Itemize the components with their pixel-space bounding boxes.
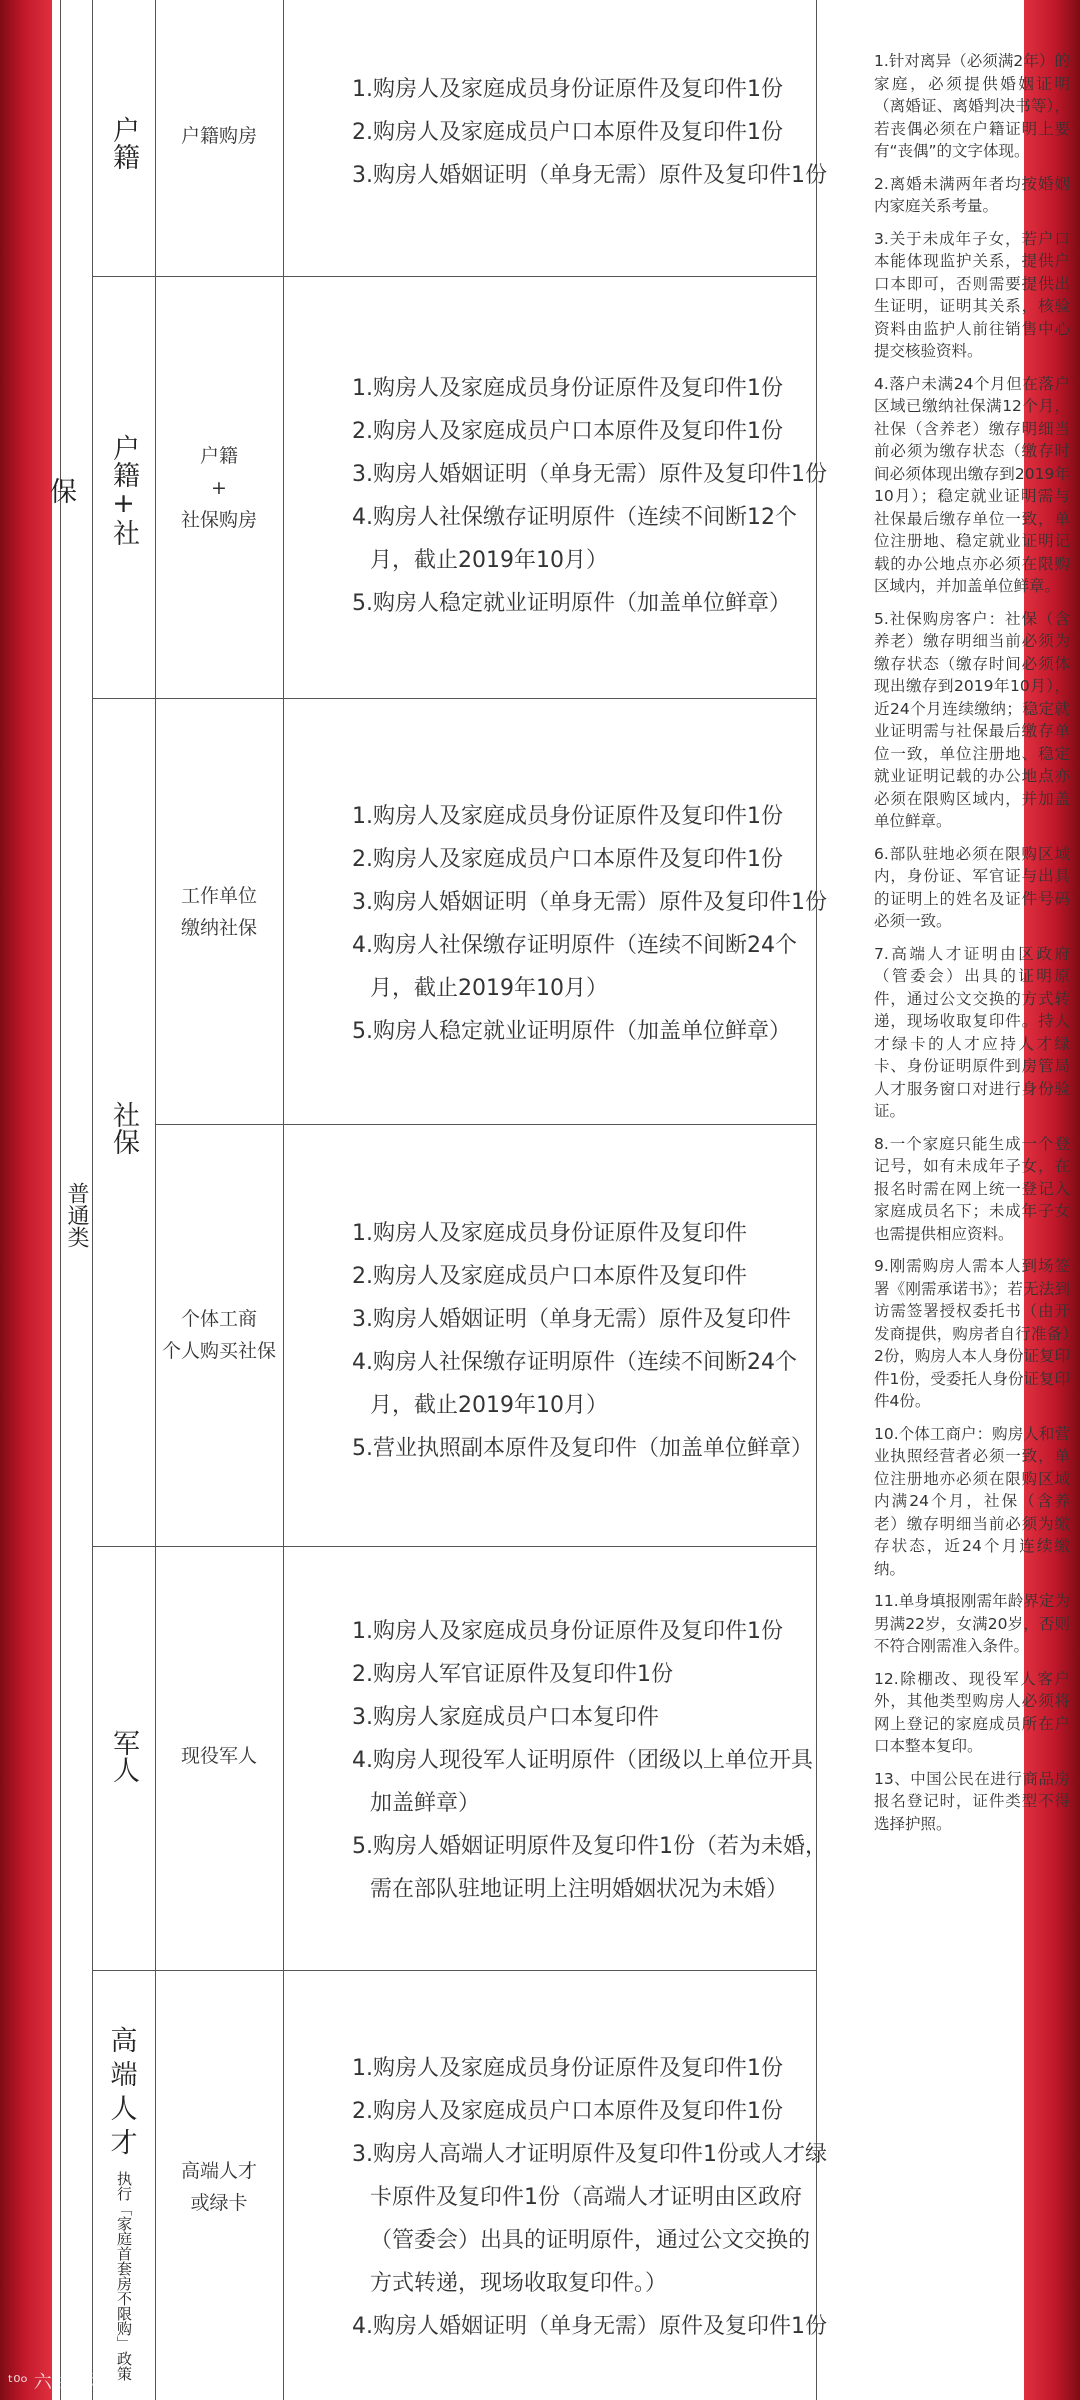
note-item: 5.社保购房客户：社保（含养老）缴存明细当前必须为缴存状态（缴存时间必须体现出缴存到2019年10月），近24个月连续缴纳；稳定就业证明需与社保最后缴存单位一致，单位注册地、稳定就业证明记载的办公地点亦必须在限购区域内，并加盖单位鲜章。 bbox=[874, 609, 1070, 830]
grid-line bbox=[155, 1124, 816, 1125]
requirement-item-continued: 方式转递，现场收取复印件。） bbox=[370, 2271, 668, 2296]
requirement-item-continued: 月，截止2019年10月） bbox=[370, 548, 608, 573]
requirement-item: 1.购房人及家庭成员身份证原件及复印件1份 bbox=[352, 804, 783, 829]
requirement-item: 5.营业执照副本原件及复印件（加盖单位鲜章） bbox=[352, 1436, 813, 1461]
requirement-item: 2.购房人及家庭成员户口本原件及复印件1份 bbox=[352, 419, 783, 444]
requirement-item: 1.购房人及家庭成员身份证原件及复印件1份 bbox=[352, 1619, 783, 1644]
requirement-item: 4.购房人现役军人证明原件（团级以上单位开具 bbox=[352, 1748, 813, 1773]
grid-line bbox=[155, 0, 156, 2400]
requirement-item-continued: 卡原件及复印件1份（高端人才证明由区政府 bbox=[370, 2185, 802, 2210]
requirement-item: 3.购房人婚姻证明（单身无需）原件及复印件1份 bbox=[352, 890, 827, 915]
note-item: 1.针对离异（必须满2年）的家庭，必须提供婚姻证明（离婚证、离婚判决书等），若丧偶必须在户籍证明上要有“丧偶”的文字体现。 bbox=[874, 52, 1070, 160]
note-item: 9.刚需购房人需本人到场签署《刚需承诺书》；若无法到访需签署授权委托书（由开发商提供，购房者自行准备）2份，购房人本人身份证复印件1份，受委托人身份证复印件4份。 bbox=[874, 1257, 1070, 1410]
requirement-item: 1.购房人及家庭成员身份证原件及复印件1份 bbox=[352, 77, 783, 102]
requirement-item: 3.购房人婚姻证明（单身无需）原件及复印件 bbox=[352, 1307, 791, 1332]
requirement-list bbox=[352, 1610, 852, 1911]
note-item: 6.部队驻地必须在限购区域内，身份证、军官证与出具的证明上的姓名及证件号码必须一致。 bbox=[874, 844, 1070, 930]
requirement-item: 2.购房人军官证原件及复印件1份 bbox=[352, 1662, 673, 1687]
requirement-list bbox=[352, 367, 852, 625]
requirement-item: 1.购房人及家庭成员身份证原件及复印件 bbox=[352, 1221, 747, 1246]
requirement-item: 3.购房人家庭成员户口本复印件 bbox=[352, 1705, 659, 1730]
requirement-item: 2.购房人及家庭成员户口本原件及复印件1份 bbox=[352, 120, 783, 145]
subcategory-work-unit: 工作单位 缴纳社保 bbox=[180, 885, 257, 939]
grid-line bbox=[283, 0, 284, 2400]
requirement-item: 3.购房人婚姻证明（单身无需）原件及复印件1份 bbox=[352, 462, 827, 487]
watermark: ᵗ⁰ᵒ 六曲路网 bbox=[8, 2372, 106, 2393]
requirement-item-continued: 月，截止2019年10月） bbox=[370, 976, 608, 1001]
requirement-item: 4.购房人社保缴存证明原件（连续不间断12个 bbox=[352, 505, 797, 530]
requirement-list bbox=[352, 795, 852, 1053]
grid-line bbox=[92, 1970, 816, 1971]
note-item: 11.单身填报刚需年龄界定为男满22岁，女满20岁，否则不符合刚需准入条件。 bbox=[874, 1592, 1070, 1655]
requirement-item: 1.购房人及家庭成员身份证原件及复印件1份 bbox=[352, 376, 783, 401]
requirement-list bbox=[352, 2047, 852, 2348]
requirement-item: 4.购房人社保缴存证明原件（连续不间断24个 bbox=[352, 933, 797, 958]
requirement-item: 5.购房人稳定就业证明原件（加盖单位鲜章） bbox=[352, 591, 791, 616]
requirement-item: 3.购房人高端人才证明原件及复印件1份或人才绿 bbox=[352, 2142, 827, 2167]
grid-line bbox=[816, 0, 817, 2400]
requirements-table bbox=[45, 0, 1070, 2400]
category-label-shebao: 社保 bbox=[108, 1100, 139, 1155]
requirement-item: 1.购房人及家庭成员身份证原件及复印件1份 bbox=[352, 2056, 783, 2081]
note-item: 4.落户未满24个月但在落户区域已缴纳社保满12个月，社保（含养老）缴存明细当前必须为缴存状态（缴存时间必须体现出缴存到2019年10月）；稳定就业证明需与社保最后缴存单位一致，单位注册地、稳定就业证明记载的办公地点亦必须在限购区域内，并加盖单位鲜章。 bbox=[874, 374, 1070, 595]
requirement-list bbox=[352, 1212, 852, 1470]
note-item: 10.个体工商户：购房人和营业执照经营者必须一致，单位注册地亦必须在限购区域内满24个月，社保（含养老）缴存明细当前必须为缴存状态，近24个月连续缴纳。 bbox=[874, 1424, 1070, 1578]
requirement-item: 2.购房人及家庭成员户口本原件及复印件1份 bbox=[352, 2099, 783, 2124]
note-item: 8.一个家庭只能生成一个登记号，如有未成年子女，在报名时需在网上统一登记入家庭成员名下；未成年子女也需提供相应资料。 bbox=[874, 1134, 1070, 1243]
left-red-border bbox=[0, 0, 52, 2400]
requirement-list bbox=[352, 68, 852, 197]
requirement-item: 2.购房人及家庭成员户口本原件及复印件 bbox=[352, 1264, 747, 1289]
grid-line bbox=[92, 276, 816, 277]
note-item: 2.离婚未满两年者均按婚姻内家庭关系考量。 bbox=[874, 174, 1070, 215]
note-item: 13、中国公民在进行商品房报名登记时，证件类型不得选择护照。 bbox=[874, 1769, 1070, 1833]
requirement-item: 5.购房人婚姻证明原件及复印件1份（若为未婚， bbox=[352, 1834, 827, 1859]
subcategory-hukou: 户籍购房 bbox=[180, 125, 257, 147]
note-item: 3.关于未成年子女，若户口本能体现监护关系，提供户口本即可，否则需要提供出生证明，证明其关系，核验资料由监护人前往销售中心提交核验资料。 bbox=[874, 229, 1070, 360]
requirement-item-continued: 月，截止2019年10月） bbox=[370, 1393, 608, 1418]
grid-line bbox=[92, 0, 93, 2400]
subcategory-military: 现役军人 bbox=[180, 1745, 257, 1767]
subcategory-talent: 高端人才 或绿卡 bbox=[180, 2160, 257, 2214]
requirement-item: 2.购房人及家庭成员户口本原件及复印件1份 bbox=[352, 847, 783, 872]
subcategory-self-employed: 个体工商 个人购买社保 bbox=[161, 1308, 276, 1362]
grid-line bbox=[92, 698, 816, 699]
requirement-item: 4.购房人社保缴存证明原件（连续不间断24个 bbox=[352, 1350, 797, 1375]
category-note-talent: 执行「家庭首套房不限购」政策 bbox=[115, 2171, 133, 2381]
note-item: 12.除棚改、现役军人客户外，其他类型购房人必须将网上登记的家庭成员所在户口本整本复印。 bbox=[874, 1669, 1070, 1755]
requirement-item: 5.购房人稳定就业证明原件（加盖单位鲜章） bbox=[352, 1019, 791, 1044]
requirement-item: 4.购房人婚姻证明（单身无需）原件及复印件1份 bbox=[352, 2314, 827, 2339]
category-label-talent: 高端人才 bbox=[110, 2026, 138, 2159]
requirement-item-continued: 加盖鲜章） bbox=[370, 1791, 481, 1816]
requirement-item: 3.购房人婚姻证明（单身无需）原件及复印件1份 bbox=[352, 163, 827, 188]
category-label-junren: 军人 bbox=[108, 1728, 139, 1783]
notes-column bbox=[874, 50, 1070, 1845]
category-label-hukou-shebao: 户籍+社保 bbox=[45, 434, 139, 546]
category-label-hukou: 户籍 bbox=[108, 116, 139, 170]
main-category-label: 普通类 bbox=[64, 1182, 89, 1248]
subcategory-hukou-shebao: 户籍 + 社保购房 bbox=[180, 445, 257, 531]
grid-line bbox=[92, 1546, 816, 1547]
requirement-item-continued: （管委会）出具的证明原件，通过公文交换的 bbox=[370, 2228, 811, 2253]
requirement-item-continued: 需在部队驻地证明上注明婚姻状况为未婚） bbox=[370, 1877, 789, 1902]
note-item: 7.高端人才证明由区政府（管委会）出具的证明原件，通过公文交换的方式转递，现场收取复印件。持人才绿卡的人才应持人才绿卡、身份证明原件到房管局人才服务窗口对进行身份验证。 bbox=[874, 944, 1070, 1120]
